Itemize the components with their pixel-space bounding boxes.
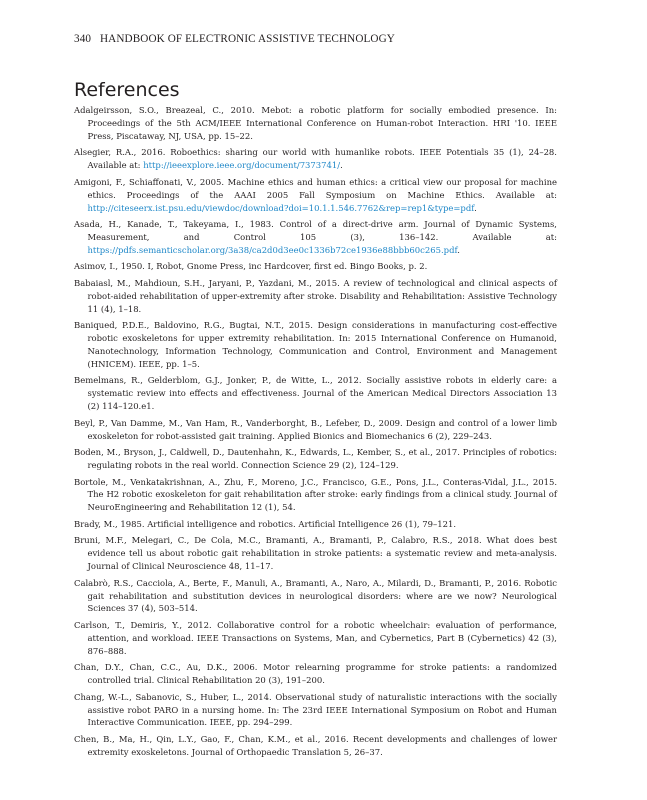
reference-text: Bemelmans, R., Gelderblom, G.J., Jonker, P., de Witte, L., 2012. Socially assistive robots in elderly care: a systematic review into effects and effectiveness. Journal of the American Medical Directors Association 13 (2) 114–120.e1. — [74, 375, 557, 412]
reference-text: Alsegier, R.A., 2016. Roboethics: sharing our world with humanlike robots. IEEE Potentials 35 (1), 24–28. Available at: — [74, 147, 557, 171]
reference-text: Asimov, I., 1950. I, Robot, Gnome Press, inc Hardcover, first ed. Bingo Books, p. 2. — [74, 261, 428, 272]
reference-item — [74, 534, 557, 573]
reference-item — [74, 518, 557, 531]
reference-item — [74, 146, 557, 172]
reference-text: Chen, B., Ma, H., Qin, L.Y., Gao, F., Chan, K.M., et al., 2016. Recent developments and challenges of lower extremity exoskeletons. Journal of Orthopaedic Translation 5, 26–37. — [74, 733, 557, 757]
reference-item — [74, 104, 557, 143]
reference-text: Asada, H., Kanade, T., Takeyama, I., 1983. Control of a direct-drive arm. Journal of Dynamic Systems, Measurement, and Control 105 (3), 136–142. Available at: — [74, 219, 557, 242]
running-head — [74, 33, 395, 45]
section-title: References — [74, 79, 180, 101]
reference-item — [74, 319, 557, 371]
reference-text: Carlson, T., Demiris, Y., 2012. Collaborative control for a robotic wheelchair: evaluation of performance, attention, and workload. IEEE Transactions on Systems, Man, and Cybernetics, Part B (Cybernetics) 42 (3), 876–888. — [74, 619, 557, 656]
reference-link[interactable]: https://pdfs.semanticscholar.org/3a38/ca2d0d3ee0c1336b72ce1936e88bbb60c265.pdf — [87, 244, 458, 255]
reference-item — [74, 691, 557, 730]
reference-text: Babaiasl, M., Mahdioun, S.H., Jaryani, P., Yazdani, M., 2015. A review of technological and clinical aspects of robot-aided rehabilitation of upper-extremity after stroke. Disability and Rehabilitation: Assistive Technology 11 (4), 1–18. — [74, 277, 557, 314]
running-title: HANDBOOK OF ELECTRONIC ASSISTIVE TECHNOLOGY — [100, 33, 395, 45]
reference-item — [74, 446, 557, 472]
reference-text: Boden, M., Bryson, J., Caldwell, D., Dautenhahn, K., Edwards, L., Kember, S., et al., 2017. Principles of robotics: regulating robots in the real world. Connection Science 29 (2), 124–129. — [74, 447, 557, 470]
reference-text: Baniqued, P.D.E., Baldovino, R.G., Bugtai, N.T., 2015. Design considerations in manufacturing cost-effective robotic exoskeletons for upper extremity rehabilitation. In: 2015 International Conference on Humanoid, Nanotechnology, Information Technology, Communication and Control, Environment and Management (HNICEM). IEEE, pp. 1–5. — [74, 320, 557, 369]
page-number: 340 — [74, 33, 92, 45]
reference-item — [74, 176, 557, 215]
reference-text: Chang, W.-L., Sabanovic, S., Huber, L., 2014. Observational study of naturalistic interactions with the socially assistive robot PARO in a nursing home. In: The 23rd IEEE International Symposium on Robot and Human Interactive Communication. IEEE, pp. 294–299. — [74, 691, 557, 728]
reference-item — [74, 374, 557, 413]
reference-item — [74, 619, 557, 658]
reference-item — [74, 733, 557, 759]
reference-text: Bortole, M., Venkatakrishnan, A., Zhu, F., Moreno, J.C., Francisco, G.E., Pons, J.L., Conteras-Vidal, J.L., 2015. The H2 robotic exoskeleton for gait rehabilitation after stroke: early findings from a clinical study. Journal of NeuroEngineering and Rehabilitation 12 (1), 54. — [74, 476, 557, 513]
reference-end-punctuation: . — [474, 202, 477, 213]
reference-text: Amigoni, F., Schiaffonati, V., 2005. Machine ethics and human ethics: a critical view our proposal for machine ethics. Proceedings of the AAAI 2005 Fall Symposium on Machine Ethics. Available at: — [74, 176, 557, 200]
reference-text: Brady, M., 1985. Artificial intelligence and robotics. Artificial Intelligence 26 (1), 79–121. — [74, 518, 456, 529]
reference-text: Chan, D.Y., Chan, C.C., Au, D.K., 2006. Motor relearning programme for stroke patients: a randomized controlled trial. Clinical Rehabilitation 20 (3), 191–200. — [74, 662, 557, 686]
reference-item — [74, 260, 557, 273]
reference-text: Calabrò, R.S., Cacciola, A., Berte, F., Manuli, A., Bramanti, A., Naro, A., Milardi, D., Bramanti, P., 2016. Robotic gait rehabilitation and substitution devices in neurological disorders: where are we now? Neurological Sciences 37 (4), 503–514. — [74, 577, 557, 614]
reference-end-punctuation: . — [340, 160, 343, 171]
reference-text: Bruni, M.F., Melegari, C., De Cola, M.C., Bramanti, A., Bramanti, P., Calabro, R.S., 2018. What does best evidence tell us about robotic gait rehabilitation in stroke patients: a systematic review and meta-analysis. Journal of Clinical Neuroscience 48, 11–17. — [74, 535, 557, 572]
reference-item — [74, 218, 557, 257]
reference-end-punctuation: . — [457, 244, 460, 255]
reference-item — [74, 476, 557, 515]
reference-link[interactable]: http://citeseerx.ist.psu.edu/viewdoc/download?doi=10.1.1.546.7762&rep=rep1&type=pdf — [87, 202, 475, 213]
reference-item — [74, 661, 557, 687]
reference-text: Beyl, P., Van Damme, M., Van Ham, R., Vanderborght, B., Lefeber, D., 2009. Design and control of a lower limb exoskeleton for robot-assisted gait training. Applied Bionics and Biomechanics 6 (2), 229–243. — [74, 417, 557, 441]
reference-list — [74, 104, 557, 762]
reference-text: Adalgeirsson, S.O., Breazeal, C., 2010. Mebot: a robotic platform for socially embodied presence. In: Proceedings of the 5th ACM/IEEE International Conference on Human-robot Interaction. HRI '10. IEEE Press, Piscataway, NJ, USA, pp. 15–22. — [74, 105, 557, 141]
reference-item — [74, 417, 557, 443]
reference-item — [74, 277, 557, 316]
reference-item — [74, 577, 557, 616]
reference-link[interactable]: http://ieeexplore.ieee.org/document/7373741/ — [143, 160, 341, 171]
